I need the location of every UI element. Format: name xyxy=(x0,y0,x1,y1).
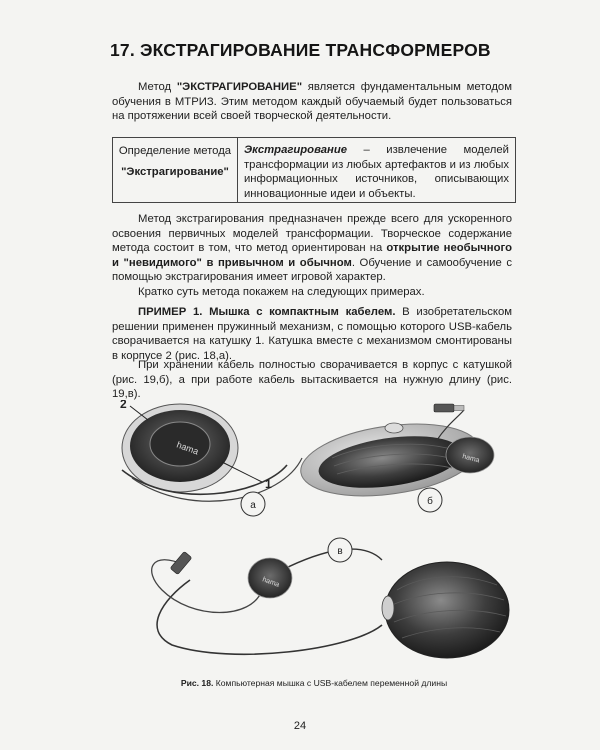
callout-2: 2 xyxy=(120,400,127,411)
method-paragraph xyxy=(112,212,512,285)
example-text: В изобретательском решении применен пружинный механизм, с помощью которого USB-кабель сворачивается на катушку 1. Катушка вместе с механизмом смонтированы в корпусе 2 (рис. 18,а). xyxy=(112,306,512,362)
intro-term: "ЭКСТРАГИРОВАНИЕ" xyxy=(176,81,303,93)
definition-term-quoted: "Экстрагирование" xyxy=(121,166,229,178)
intro-text-start: Метод xyxy=(138,81,177,93)
label-v: в xyxy=(337,546,343,557)
brand-label-b: hama xyxy=(461,453,481,465)
brief-paragraph: Кратко суть метода покажем на следующих примерах. xyxy=(138,286,425,298)
example-paragraph xyxy=(112,305,512,363)
method-text-end: . Обучение и самообучение с помощью экстрагирования имеет игровой характер. xyxy=(112,256,512,284)
photo-b-mouse-retracted xyxy=(296,404,494,512)
photo-a-reel xyxy=(120,400,302,516)
method-text-start: Метод экстрагирования предназначен прежде всего для ускоренного освоения первичных моделей трансформации. Творческое содержание метода состоит в том, что метод ориентирован на xyxy=(112,213,512,255)
callout-1: 1 xyxy=(265,477,272,491)
usb-plug-b xyxy=(434,404,454,412)
figure-caption xyxy=(112,678,516,688)
photo-v-mouse-extended xyxy=(152,538,509,658)
definition-label: Определение метода xyxy=(118,145,232,157)
brand-label-a: hama xyxy=(175,439,200,457)
usb-plug-v xyxy=(170,551,192,574)
definition-box xyxy=(112,137,516,203)
section-title: 17. ЭКСТРАГИРОВАНИЕ ТРАНСФОРМЕРОВ xyxy=(110,40,491,60)
definition-text: – извлечение моделей трансформации из любых артефактов и из любых информационных источников, описывающих инновационные идеи и объекты. xyxy=(244,144,509,200)
intro-paragraph xyxy=(112,80,512,124)
caption-label: Рис. 18. xyxy=(180,678,214,688)
definition-label-cell xyxy=(113,138,238,202)
label-a: а xyxy=(250,500,256,511)
figure-mouse-photos xyxy=(112,400,516,660)
storage-paragraph: При хранении кабель полностью сворачивается в корпус с катушкой (рис. 19,б), а при работе кабель вытаскивается на нужную длину (рис. 19,в). xyxy=(112,359,512,401)
mouse-v-body xyxy=(385,562,509,658)
example-heading: ПРИМЕР 1. Мышка с компактным кабелем. xyxy=(138,306,396,318)
intro-text-end: является фундаментальным методом обучения в МТРИЗ. Этим методом каждый обучаемый будет пользоваться на протяжении всей своей творческой деятельности. xyxy=(112,81,512,123)
caption-text: Компьютерная мышка с USB-кабелем переменной длины xyxy=(213,678,448,688)
brand-label-v: hama xyxy=(261,576,281,589)
page-number: 24 xyxy=(293,720,307,732)
label-b: б xyxy=(427,496,433,507)
definition-text-cell xyxy=(238,138,515,202)
method-bold-phrase: открытие необычного и "невидимого" в привычном и обычном xyxy=(112,242,512,269)
definition-term: Экстрагирование xyxy=(244,144,348,156)
